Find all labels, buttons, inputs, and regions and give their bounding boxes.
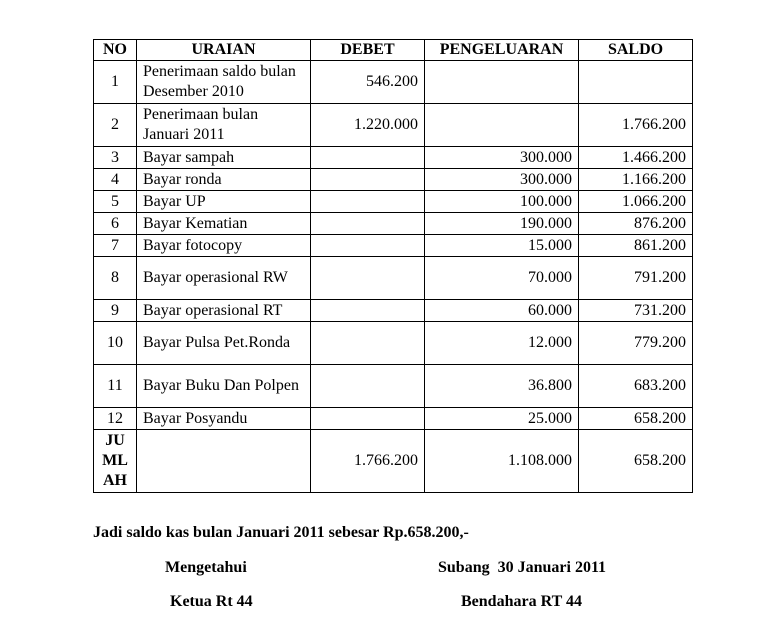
header-pengeluaran: PENGELUARAN bbox=[425, 40, 579, 61]
row-debet bbox=[311, 257, 425, 300]
total-pengeluaran: 1.108.000 bbox=[425, 430, 579, 493]
row-debet bbox=[311, 300, 425, 322]
row-uraian: Bayar Posyandu bbox=[137, 408, 311, 430]
row-saldo: 861.200 bbox=[579, 235, 693, 257]
row-saldo: 658.200 bbox=[579, 408, 693, 430]
row-pengeluaran: 300.000 bbox=[425, 147, 579, 169]
row-pengeluaran: 12.000 bbox=[425, 322, 579, 365]
row-uraian: Bayar operasional RW bbox=[137, 257, 311, 300]
row-pengeluaran: 36.800 bbox=[425, 365, 579, 408]
row-saldo: 1.766.200 bbox=[579, 104, 693, 147]
row-uraian: Bayar ronda bbox=[137, 169, 311, 191]
row-uraian: Bayar Buku Dan Polpen bbox=[137, 365, 311, 408]
table-row bbox=[94, 169, 693, 191]
row-pengeluaran: 300.000 bbox=[425, 169, 579, 191]
row-pengeluaran: 25.000 bbox=[425, 408, 579, 430]
row-debet bbox=[311, 191, 425, 213]
row-no: 1 bbox=[94, 61, 137, 104]
row-no: 4 bbox=[94, 169, 137, 191]
summary-text: Jadi saldo kas bulan Januari 2011 sebesar Rp.658.200,- bbox=[93, 524, 469, 541]
row-debet bbox=[311, 213, 425, 235]
row-saldo: 683.200 bbox=[579, 365, 693, 408]
row-pengeluaran: 100.000 bbox=[425, 191, 579, 213]
table-header-row bbox=[94, 40, 693, 61]
row-no: 8 bbox=[94, 257, 137, 300]
row-saldo: 779.200 bbox=[579, 322, 693, 365]
table-row bbox=[94, 213, 693, 235]
row-no: 3 bbox=[94, 147, 137, 169]
row-uraian: Bayar fotocopy bbox=[137, 235, 311, 257]
row-saldo: 1.166.200 bbox=[579, 169, 693, 191]
table-row bbox=[94, 365, 693, 408]
row-pengeluaran bbox=[425, 104, 579, 147]
table-row bbox=[94, 104, 693, 147]
header-uraian: URAIAN bbox=[137, 40, 311, 61]
row-debet bbox=[311, 169, 425, 191]
left-signature-title: Ketua Rt 44 bbox=[170, 593, 253, 610]
row-debet bbox=[311, 365, 425, 408]
row-no: 2 bbox=[94, 104, 137, 147]
row-saldo: 731.200 bbox=[579, 300, 693, 322]
row-uraian: Penerimaan saldo bulan Desember 2010 bbox=[137, 61, 311, 104]
cash-ledger-table bbox=[93, 39, 693, 493]
total-label: JUMLAH bbox=[94, 430, 137, 493]
row-saldo: 791.200 bbox=[579, 257, 693, 300]
row-uraian: Bayar UP bbox=[137, 191, 311, 213]
header-saldo: SALDO bbox=[579, 40, 693, 61]
table-row bbox=[94, 300, 693, 322]
table-row bbox=[94, 191, 693, 213]
table-row bbox=[94, 257, 693, 300]
left-signature-heading: Mengetahui bbox=[165, 559, 247, 576]
row-uraian: Bayar sampah bbox=[137, 147, 311, 169]
row-debet bbox=[311, 147, 425, 169]
row-saldo: 1.066.200 bbox=[579, 191, 693, 213]
header-debet: DEBET bbox=[311, 40, 425, 61]
row-pengeluaran: 70.000 bbox=[425, 257, 579, 300]
row-pengeluaran: 190.000 bbox=[425, 213, 579, 235]
row-uraian: Bayar Pulsa Pet.Ronda bbox=[137, 322, 311, 365]
table-row bbox=[94, 408, 693, 430]
table-row bbox=[94, 147, 693, 169]
row-no: 11 bbox=[94, 365, 137, 408]
total-uraian bbox=[137, 430, 311, 493]
row-debet bbox=[311, 235, 425, 257]
header-no: NO bbox=[94, 40, 137, 61]
table-row bbox=[94, 235, 693, 257]
row-no: 12 bbox=[94, 408, 137, 430]
table-row bbox=[94, 322, 693, 365]
row-debet: 1.220.000 bbox=[311, 104, 425, 147]
row-debet bbox=[311, 408, 425, 430]
row-uraian: Penerimaan bulan Januari 2011 bbox=[137, 104, 311, 147]
row-pengeluaran bbox=[425, 61, 579, 104]
row-no: 7 bbox=[94, 235, 137, 257]
table-row bbox=[94, 61, 693, 104]
row-uraian: Bayar operasional RT bbox=[137, 300, 311, 322]
row-no: 5 bbox=[94, 191, 137, 213]
row-pengeluaran: 15.000 bbox=[425, 235, 579, 257]
row-debet: 546.200 bbox=[311, 61, 425, 104]
total-row bbox=[94, 430, 693, 493]
row-no: 10 bbox=[94, 322, 137, 365]
right-signature-date: Subang 30 Januari 2011 bbox=[438, 559, 607, 576]
row-uraian: Bayar Kematian bbox=[137, 213, 311, 235]
row-debet bbox=[311, 322, 425, 365]
right-signature-title: Bendahara RT 44 bbox=[461, 593, 582, 610]
row-saldo bbox=[579, 61, 693, 104]
row-saldo: 1.466.200 bbox=[579, 147, 693, 169]
row-no: 9 bbox=[94, 300, 137, 322]
total-saldo: 658.200 bbox=[579, 430, 693, 493]
total-debet: 1.766.200 bbox=[311, 430, 425, 493]
row-pengeluaran: 60.000 bbox=[425, 300, 579, 322]
row-saldo: 876.200 bbox=[579, 213, 693, 235]
row-no: 6 bbox=[94, 213, 137, 235]
